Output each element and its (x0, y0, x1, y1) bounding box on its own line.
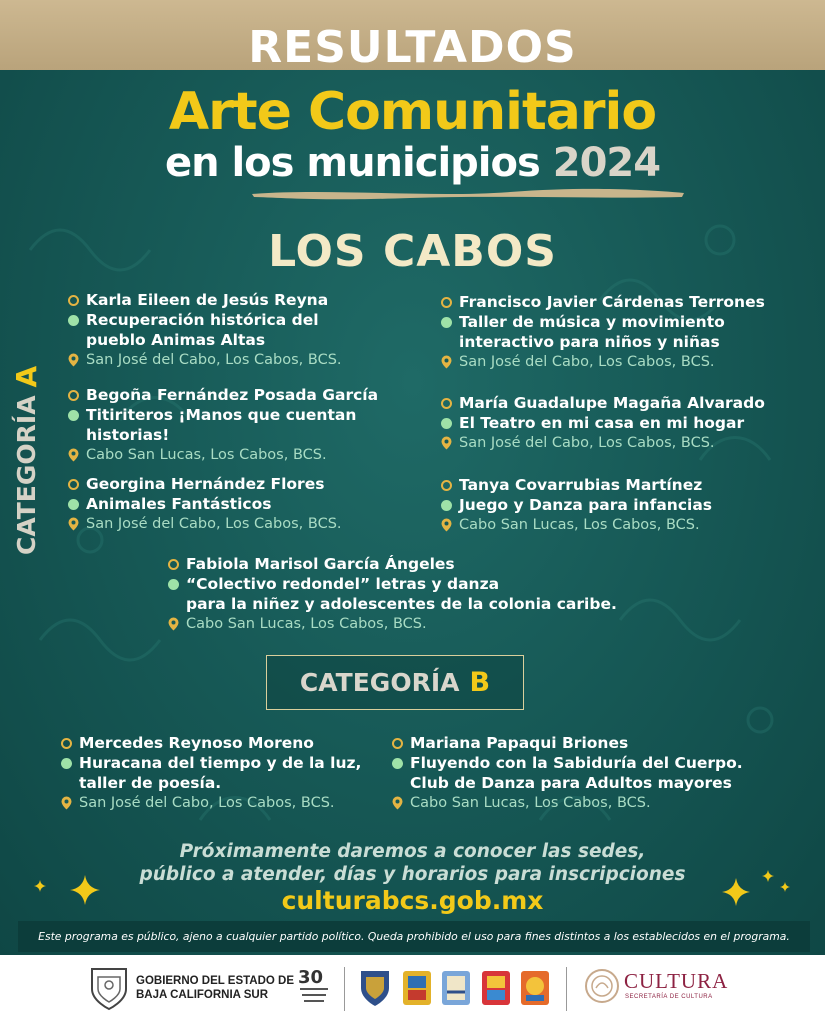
cultura-subtitle: SECRETARÍA DE CULTURA (625, 994, 713, 1000)
category-a-letter: A (9, 365, 43, 388)
entry-location: Cabo San Lucas, Los Cabos, BCS. (186, 616, 427, 632)
gov-line: BAJA CALIFORNIA SUR (136, 989, 269, 1001)
municipal-shield-icon (400, 968, 434, 1008)
entry-mariana (392, 733, 822, 813)
entry-project: “Colectivo redondel” letras y danza (186, 575, 500, 593)
location-pin-icon (68, 517, 79, 531)
entry-project: historias! (86, 426, 170, 444)
year: 2024 (552, 140, 661, 186)
dot-bullet-icon (441, 317, 452, 328)
ring-bullet-icon (61, 738, 72, 749)
entry-tanya (441, 475, 821, 535)
entry-name: Mariana Papaqui Briones (410, 734, 629, 752)
municipal-shield-icon (358, 968, 392, 1008)
municipal-shield-icon (518, 968, 552, 1008)
location-pin-icon (61, 796, 72, 810)
entry-project: pueblo Animas Altas (86, 331, 266, 349)
national-seal-icon (584, 968, 620, 1004)
state-shield-icon (88, 965, 130, 1011)
entry-location: Cabo San Lucas, Los Cabos, BCS. (86, 447, 327, 463)
ring-bullet-icon (441, 398, 452, 409)
entry-project: Huracana del tiempo y de la luz, (79, 754, 362, 772)
entry-maria (441, 393, 821, 453)
municipal-shield-icon (479, 968, 513, 1008)
entry-project: taller de poesía. (79, 774, 222, 792)
entry-project: Recuperación histórica del (86, 311, 319, 329)
brush-stroke (250, 186, 686, 200)
dot-bullet-icon (441, 500, 452, 511)
entry-karla (68, 290, 408, 370)
anniversary-logo-icon (296, 965, 332, 1009)
entry-francisco (441, 292, 821, 372)
announcement-line: público a atender, días y horarios para inscripciones (139, 864, 686, 885)
entry-mercedes (61, 733, 391, 813)
program-subtitle (0, 140, 825, 186)
ring-bullet-icon (441, 297, 452, 308)
location-pin-icon (441, 518, 452, 532)
category-b-text: CATEGORÍA (299, 668, 460, 697)
ring-bullet-icon (441, 480, 452, 491)
location-pin-icon (68, 448, 79, 462)
ring-bullet-icon (392, 738, 403, 749)
location-pin-icon (168, 617, 179, 631)
municipality-title: LOS CABOS (268, 226, 557, 277)
sparkle-star-icon (762, 870, 774, 882)
entry-name: Francisco Javier Cárdenas Terrones (459, 293, 765, 311)
entry-location: San José del Cabo, Los Cabos, BCS. (86, 516, 342, 532)
entry-name: Tanya Covarrubias Martínez (459, 476, 703, 494)
entry-name: Georgina Hernández Flores (86, 475, 325, 493)
sparkle-star-icon (70, 875, 100, 905)
dot-bullet-icon (68, 410, 79, 421)
footer-logos (0, 955, 825, 1023)
results-heading: RESULTADOS (248, 22, 577, 73)
divider (344, 967, 345, 1011)
program-title: Arte Comunitario (168, 82, 657, 142)
dot-bullet-icon (392, 758, 403, 769)
ring-bullet-icon (68, 295, 79, 306)
legal-disclaimer: Este programa es público, ajeno a cualquier partido político. Queda prohibido el uso para fines distintos a los establecidos en el programa. (18, 921, 810, 952)
website-link[interactable]: culturabcs.gob.mx (281, 886, 544, 915)
announcement (0, 840, 825, 886)
location-pin-icon (441, 355, 452, 369)
dot-bullet-icon (68, 315, 79, 326)
entry-project: interactivo para niños y niñas (459, 333, 720, 351)
subtitle-text: en los municipios (164, 140, 540, 186)
entry-location: San José del Cabo, Los Cabos, BCS. (459, 435, 715, 451)
municipal-shield-icon (439, 968, 473, 1008)
category-b-box (266, 655, 524, 710)
entry-project: para la niñez y adolescentes de la colonia caribe. (186, 595, 617, 613)
entry-georgina (68, 474, 408, 534)
entry-name: María Guadalupe Magaña Alvarado (459, 394, 765, 412)
entry-begona (68, 385, 408, 465)
category-a-label (8, 325, 44, 555)
entry-location: San José del Cabo, Los Cabos, BCS. (79, 795, 335, 811)
ring-bullet-icon (68, 479, 79, 490)
location-pin-icon (68, 353, 79, 367)
entry-project: Juego y Danza para infancias (459, 496, 713, 514)
category-b-letter: B (469, 667, 491, 698)
ring-bullet-icon (68, 390, 79, 401)
sparkle-star-icon (780, 882, 790, 892)
entry-project: Taller de música y movimiento (459, 313, 725, 331)
dot-bullet-icon (68, 499, 79, 510)
entry-name: Mercedes Reynoso Moreno (79, 734, 314, 752)
gov-text (136, 974, 294, 1002)
dot-bullet-icon (168, 579, 179, 590)
dot-bullet-icon (441, 418, 452, 429)
entry-location: San José del Cabo, Los Cabos, BCS. (459, 354, 715, 370)
cultura-wordmark: CULTURA (624, 969, 729, 993)
announcement-line: Próximamente daremos a conocer las sedes, (179, 841, 646, 862)
dot-bullet-icon (61, 758, 72, 769)
divider (566, 967, 567, 1011)
sparkle-star-icon (722, 878, 750, 906)
sparkle-star-icon (34, 880, 46, 892)
gov-line: GOBIERNO DEL ESTADO DE (136, 975, 295, 987)
entry-fabiola (168, 554, 728, 634)
entry-project: Fluyendo con la Sabiduría del Cuerpo. (410, 754, 743, 772)
entry-name: Begoña Fernández Posada García (86, 386, 379, 404)
entry-project: Animales Fantásticos (86, 495, 272, 513)
entry-project: El Teatro en mi casa en mi hogar (459, 414, 745, 432)
entry-project: Titiriteros ¡Manos que cuentan (86, 406, 357, 424)
svg-text:30: 30 (298, 967, 324, 988)
entry-project: Club de Danza para Adultos mayores (410, 774, 732, 792)
entry-location: San José del Cabo, Los Cabos, BCS. (86, 352, 342, 368)
entry-name: Fabiola Marisol García Ángeles (186, 555, 455, 573)
location-pin-icon (392, 796, 403, 810)
entry-location: Cabo San Lucas, Los Cabos, BCS. (459, 517, 700, 533)
ring-bullet-icon (168, 559, 179, 570)
location-pin-icon (441, 436, 452, 450)
category-a-text: CATEGORÍA (11, 395, 41, 555)
entry-name: Karla Eileen de Jesús Reyna (86, 291, 329, 309)
entry-location: Cabo San Lucas, Los Cabos, BCS. (410, 795, 651, 811)
